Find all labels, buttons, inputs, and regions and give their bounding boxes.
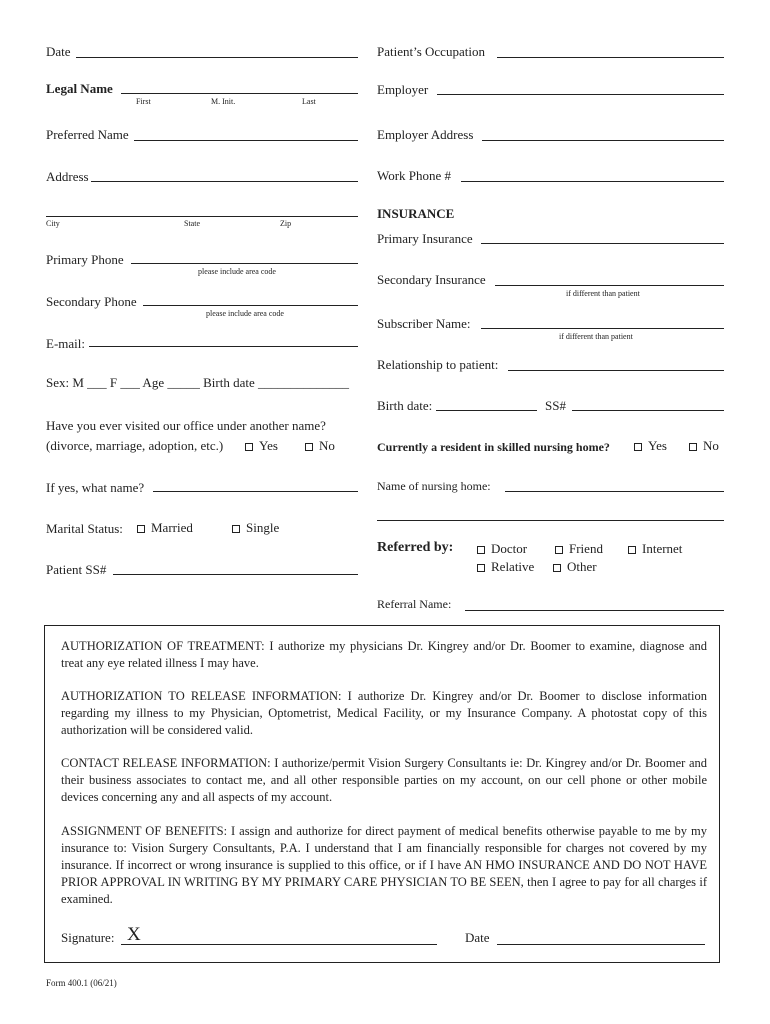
referral-doctor-label: Doctor (491, 541, 528, 556)
secondary-insurance-hint: if different than patient (566, 289, 640, 298)
signature-label: Signature: (61, 930, 115, 945)
referral-friend-checkbox[interactable] (555, 541, 603, 557)
nursing-no-label: No (703, 438, 719, 453)
signature-x-mark: X (127, 924, 141, 945)
employer-address-label: Employer Address (377, 127, 474, 142)
referral-relative-checkbox[interactable] (477, 559, 534, 575)
if-yes-name-label: If yes, what name? (46, 480, 145, 495)
checkbox-icon (245, 443, 253, 451)
checkbox-icon (634, 443, 642, 451)
checkbox-icon (555, 546, 563, 554)
email-label: E-mail: (46, 336, 85, 351)
referral-other-checkbox[interactable] (553, 559, 597, 575)
email-field[interactable] (89, 346, 358, 347)
employer-address-field[interactable] (482, 140, 724, 141)
birth-date-field[interactable] (436, 410, 537, 411)
nursing-yes-checkbox[interactable] (634, 438, 667, 454)
authorization-box (44, 625, 720, 963)
legal-name-last-hint: Last (302, 97, 316, 106)
checkbox-icon (137, 525, 145, 533)
secondary-phone-hint: please include area code (206, 309, 284, 318)
employer-field[interactable] (437, 94, 724, 95)
referral-internet-checkbox[interactable] (628, 541, 682, 557)
patient-ss-field[interactable] (113, 574, 358, 575)
married-checkbox[interactable] (137, 520, 193, 536)
date-field[interactable] (76, 57, 358, 58)
referred-by-label: Referred by: (377, 540, 454, 555)
signature-date-label: Date (465, 930, 490, 945)
referral-internet-label: Internet (642, 541, 683, 556)
primary-phone-label: Primary Phone (46, 252, 124, 267)
secondary-insurance-field[interactable] (495, 285, 724, 286)
subscriber-name-label: Subscriber Name: (377, 316, 471, 331)
visited-no-label: No (319, 438, 335, 453)
secondary-phone-field[interactable] (143, 305, 358, 306)
checkbox-icon (628, 546, 636, 554)
relationship-field[interactable] (508, 370, 724, 371)
referral-friend-label: Friend (569, 541, 603, 556)
visited-yes-checkbox[interactable] (245, 438, 278, 454)
nursing-home-name-field[interactable] (505, 491, 724, 492)
nursing-home-question: Currently a resident in skilled nursing home? (377, 440, 610, 454)
work-phone-label: Work Phone # (377, 168, 452, 183)
married-label: Married (151, 520, 193, 535)
visited-question-line1: Have you ever visited our office under another name? (46, 418, 326, 433)
nursing-yes-label: Yes (648, 438, 667, 453)
nursing-home-name-field-line2[interactable] (377, 520, 724, 521)
secondary-insurance-label: Secondary Insurance (377, 272, 486, 287)
date-label: Date (46, 44, 71, 59)
referral-doctor-checkbox[interactable] (477, 541, 527, 557)
signature-date-field[interactable] (497, 944, 705, 945)
address-field[interactable] (91, 181, 358, 182)
if-yes-name-field[interactable] (153, 491, 358, 492)
sex-age-birthdate-line[interactable]: Sex: M ___ F ___ Age _____ Birth date ______________ (46, 375, 349, 390)
subscriber-hint: if different than patient (559, 332, 633, 341)
legal-name-label: Legal Name (46, 81, 113, 96)
occupation-field[interactable] (497, 57, 724, 58)
referral-name-label: Referral Name: (377, 597, 452, 611)
address-label: Address (46, 169, 89, 184)
checkbox-icon (477, 546, 485, 554)
zip-hint: Zip (280, 219, 292, 228)
legal-name-init-hint: M. Init. (211, 97, 236, 106)
city-state-zip-field[interactable] (46, 216, 358, 217)
assignment-of-benefits-text: ASSIGNMENT OF BENEFITS: I assign and authorize for direct payment of medical benefits otherwise payable to me by my insurance to: Vision Surgery Consultants, P.A. I understand that I am financially responsible for charges not covered by my insurance. If incorrect or wrong insurance is supplied to this office, or if I have AN HMO INSURANCE AND DO NOT HAVE PRIOR APPROVAL IN WRITING BY MY PRIMARY CARE PHYSICIAN TO BE SEEN, then I agree to pay for all charges if examined. (61, 824, 707, 906)
nursing-no-checkbox[interactable] (689, 438, 719, 454)
state-hint: State (184, 219, 200, 228)
legal-name-field[interactable] (121, 93, 358, 94)
ss-label: SS# (545, 398, 566, 413)
patient-ss-label: Patient SS# (46, 562, 107, 577)
visited-yes-label: Yes (259, 438, 278, 453)
checkbox-icon (553, 564, 561, 572)
secondary-phone-label: Secondary Phone (46, 294, 137, 309)
authorization-release-text: AUTHORIZATION TO RELEASE INFORMATION: I authorize Dr. Kingrey and/or Dr. Boomer to disclose information regarding my illness to my Physician, Optometrist, Medical Facility, or my Insurance Company. A photostat copy of this authorization will be considered valid. (61, 689, 707, 737)
marital-status-label: Marital Status: (46, 521, 123, 536)
primary-insurance-label: Primary Insurance (377, 231, 473, 246)
signature-field[interactable] (121, 944, 437, 945)
contact-release-text: CONTACT RELEASE INFORMATION: I authorize/permit Vision Surgery Consultants ie: Dr. Kingrey and/or Dr. Boomer and their business associates to contact me, and all other responsible parties on my account, on our cell phone or other mobile devices concerning any and all aspects of my account. (61, 756, 707, 804)
checkbox-icon (305, 443, 313, 451)
primary-phone-field[interactable] (131, 263, 358, 264)
referral-name-field[interactable] (465, 610, 724, 611)
primary-phone-hint: please include area code (198, 267, 276, 276)
referral-other-label: Other (567, 559, 597, 574)
checkbox-icon (477, 564, 485, 572)
insurance-heading: INSURANCE (377, 206, 455, 221)
visited-question-line2: (divorce, marriage, adoption, etc.) (46, 438, 224, 453)
nursing-home-name-label: Name of nursing home: (377, 479, 491, 493)
legal-name-first-hint: First (136, 97, 151, 106)
work-phone-field[interactable] (461, 181, 724, 182)
checkbox-icon (232, 525, 240, 533)
authorization-treatment-text: AUTHORIZATION OF TREATMENT: I authorize my physicians Dr. Kingrey and/or Dr. Boomer to examine, diagnose and treat any eye related illness I may have. (61, 639, 707, 670)
occupation-label: Patient’s Occupation (377, 44, 485, 59)
referral-relative-label: Relative (491, 559, 535, 574)
checkbox-icon (689, 443, 697, 451)
ss-field[interactable] (572, 410, 724, 411)
single-checkbox[interactable] (232, 520, 279, 536)
city-hint: City (46, 219, 60, 228)
visited-no-checkbox[interactable] (305, 438, 335, 454)
form-id: Form 400.1 (06/21) (46, 978, 117, 988)
preferred-name-label: Preferred Name (46, 127, 129, 142)
subscriber-name-field[interactable] (481, 328, 724, 329)
employer-label: Employer (377, 82, 429, 97)
primary-insurance-field[interactable] (481, 243, 724, 244)
relationship-label: Relationship to patient: (377, 357, 499, 372)
preferred-name-field[interactable] (134, 140, 358, 141)
single-label: Single (246, 520, 280, 535)
birth-date-label: Birth date: (377, 398, 433, 413)
